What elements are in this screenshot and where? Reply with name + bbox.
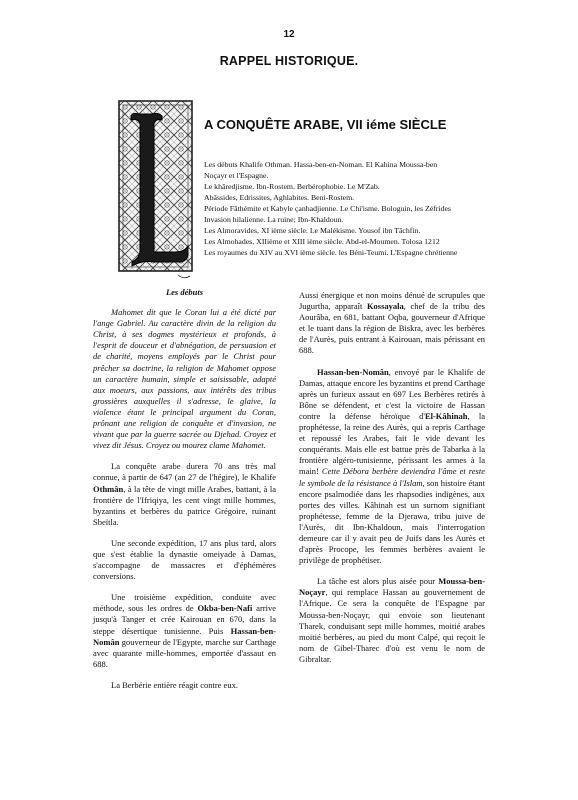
person-name: Kossayala	[366, 301, 404, 312]
person-name: Moussa-ben-Noçayr	[299, 576, 485, 598]
chapter-title: A CONQUÊTE ARABE, VII iéme SIÈCLE	[204, 117, 447, 132]
paragraph: La tâche est alors plus aisée pour Moussa-ben-Noçayr, qui remplace Hassan au gouvernement de l'Afrique. Ce sera la conquête de l'Espagne par Moussa-ben-Noçayr, qui envoie son lieutenant Tharek, conduisant sept mille hommes, moitié arabes moitié berbères, au pied du mont Calpé, qui reçoit le nom de Gibel-Tharec d'où est venu le nom de Gibraltar.	[299, 576, 485, 664]
ornamental-initial-letter	[118, 100, 193, 285]
summary-line: Les royaumes du XIV au XVI ième siècle. les Béni-Teumi. L'Espagne chrétienne	[204, 248, 458, 257]
italic-phrase: Cette Débora berbère deviendra l'âme et reste le symbole de la résistance à l'Islam,	[299, 466, 486, 488]
paragraph: Une troisième expédition, conduite avec méthode, sous les ordres de Okba-ben-Nafi arrive jusqu'à Tanger et crée Kairouan en 670, dans la steppe désertique tunisienne. Puis Hassan-ben-Nomân gouverneur de l'Egypte, marche sur Carthage avec quarante mille-hommes, emportée d'assaut en 688.	[93, 592, 276, 669]
paragraph: La conquête arabe durera 70 ans très mal connue, à partir de 647 (an 27 de l'hégire), le Khalife Othmân, à la tête de vingt mille Arabes, battant, à la frontière de l'Ifriqiya, les cent vingt mille hommes, byzantins et berbères du patrice Grégoire, ruinant Sbeïtla.	[93, 461, 276, 527]
paragraph: La Berbérie entière réagit contre eux.	[111, 679, 238, 690]
summary-line: Les Almoravides, XI ième siècle. Le Malékisme. Yousof ibn Tâchfin.	[204, 226, 421, 235]
summary-line: Le khâredjisme. Ibn-Rostem. Berbérophobie. Le M'Zab.	[204, 182, 380, 191]
person-name: Hassan-ben-Nomân	[93, 625, 276, 647]
paragraph: Une seconde expédition, 17 ans plus tard, alors que s'est établie la dynastie omeiyade à Damas, s'accompagne de massacres et d'éphémères conversions.	[93, 537, 276, 582]
summary-line: Abâssides, Edrissites, Aghlabites. Beni-Rostem.	[204, 193, 355, 202]
summary-line: Les débuts Khalife Othman. Hassa-ben-en-Noman. El Kahina Moussa-ben	[204, 160, 438, 169]
person-name: Okba-ben-Nafi	[197, 603, 253, 614]
summary-line: Noçayr et l'Espagne.	[204, 171, 269, 180]
summary-line: Invasion hilalienne. La ruine; Ibn-Khaldoun.	[204, 215, 344, 224]
page-number: 12	[283, 29, 295, 40]
ornamental-initial-svg	[118, 100, 193, 285]
paragraph: Aussi énergique et non moins dénué de scrupules que Jugurtha, apparaît Kossayala, chef de la tribu des Aourâba, en 681, battant Oqba, gouverneur d'Afrique et le tuant dans la région de Biskra, avec les berbères de l'Aurès, puis entrant à Kairouan, mais périssant en 688.	[299, 290, 485, 356]
page-title: RAPPEL HISTORIQUE.	[219, 54, 359, 68]
person-name: El-Kâhinah	[424, 410, 468, 421]
summary-line: Période Fâthémite et Kabyle çanhadjienne. Le Chi'isme. Bologuin, les Zéfrides	[204, 204, 451, 213]
paragraph: Hassan-ben-Nomân, envoyé par le Khalife de Damas, attaque encore les byzantins et prend Carthage après un furieux assaut en 697 Les Berbères retirés à Bône se défendent, et c'est la victoire de Hassan contre la défense héroïque d'El-Kâhinah, la prophétesse, la reine des Aurès, qui a repris Carthage et repoussé les Arabes, fait le vide devant les conquérants. Mais elle est battue près de Tabarka à la frontière algéro-tunisienne, périssant les armes à la main! Cette Débora berbère deviendra l'âme et reste le symbole de la résistance à l'Islam, son histoire étant encore psalmodiée dans les rhapsodies indigènes, aux portes des villes. Kâhinah est un surnom signifiant prophétesse, femme de la Djerawa, tribu juive de l'Aurès, dit Ibn-Khaldoun, mais l'interrogation demeure car il y avait peu de Juifs dans les Aurès et d'après Procope, les femmes berbères avaient le privilège de prophétiser.	[299, 366, 486, 566]
summary-line: Les Almohades, XIIième et XIII ième siècle. Abd-el-Moumen. Tolosa 1212	[204, 237, 440, 246]
person-name: Hassan-ben-Nomân	[317, 366, 389, 377]
chapter-summary	[204, 159, 524, 258]
left-column	[93, 287, 276, 701]
intro-quote: Mahomet dit que le Coran lui a été dicté par l'ange Gabriel. Au caractère divin de la religion du Christ, à ses dogmes mystérieux et profonds, à l'esprit de douceur et d'abnégation, de persuasion et de charité, moyens employés par le Christ pour prêcher sa doctrine, la religion de Mahomet oppose un caractère humain, simple et saisissable, adapté aux moeurs, aux passions, aux intérêts des tribus grossières auxquelles il s'adresse, le glaive, la violence étant le principal argument du Coran, prônant une religion de conquête et d'invasion, ne vivant que par la guerre sacrée ou Djehad. Croyez et vivez dit Jésus. Croyez ou mourez clame Mahomet.	[93, 307, 276, 451]
person-name: Othmân	[93, 483, 124, 494]
right-column	[299, 290, 485, 675]
section-subheading: Les débuts	[165, 287, 204, 297]
